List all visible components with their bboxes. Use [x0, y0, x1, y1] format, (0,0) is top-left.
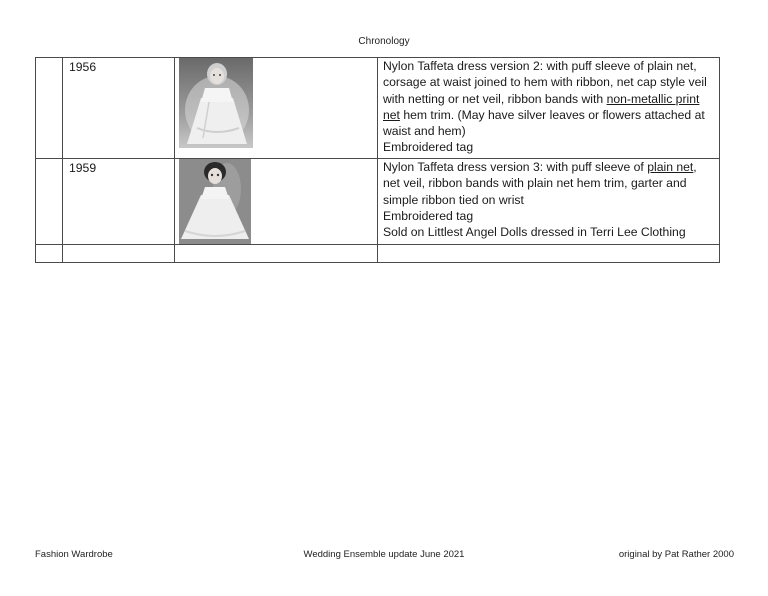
doll-photo-1959: [179, 159, 251, 244]
photo-cell: [175, 58, 378, 159]
tag-note: Embroidered tag: [383, 208, 474, 223]
footer-right: original by Pat Rather 2000: [618, 549, 734, 560]
doll-image-icon: [179, 159, 251, 244]
chronology-table: [35, 57, 720, 263]
page-header-title: Chronology: [358, 36, 410, 47]
year-cell: 1956: [63, 58, 175, 159]
footer-center: Wedding Ensemble update June 2021: [303, 549, 465, 560]
empty-cell: [175, 245, 378, 263]
index-cell: [36, 58, 63, 159]
description-cell: [378, 159, 720, 245]
sold-note: Sold on Littlest Angel Dolls dressed in Terri Lee Clothing: [383, 225, 686, 240]
tag-note: Embroidered tag: [383, 140, 474, 155]
year-cell: 1959: [63, 159, 175, 245]
footer-left: Fashion Wardrobe: [35, 549, 113, 560]
table-row: [36, 58, 720, 159]
description-text: Nylon Taffeta dress version 2: with puff sleeve of plain net, corsage at waist joined to hem with ribbon, net cap style veil with netting or net veil, ribbon bands with non-metallic print net hem trim. (May have silver leaves or flowers attached at waist and hem): [383, 59, 707, 139]
description-text: Nylon Taffeta dress version 3: with puff sleeve of plain net, net veil, ribbon bands with plain net hem trim, garter and simple ribbon tied on wrist: [383, 160, 697, 207]
underlined-text: non-metallic print net: [383, 91, 700, 122]
photo-cell: [175, 159, 378, 245]
empty-cell: [378, 245, 720, 263]
empty-cell: [36, 245, 63, 263]
underlined-text: plain net: [647, 160, 694, 174]
empty-cell: [63, 245, 175, 263]
description-cell: [378, 58, 720, 159]
table-row-empty: [36, 245, 720, 263]
table-row: [36, 159, 720, 245]
index-cell: [36, 159, 63, 245]
doll-image-icon: [179, 58, 253, 148]
doll-photo-1956: [179, 58, 253, 148]
